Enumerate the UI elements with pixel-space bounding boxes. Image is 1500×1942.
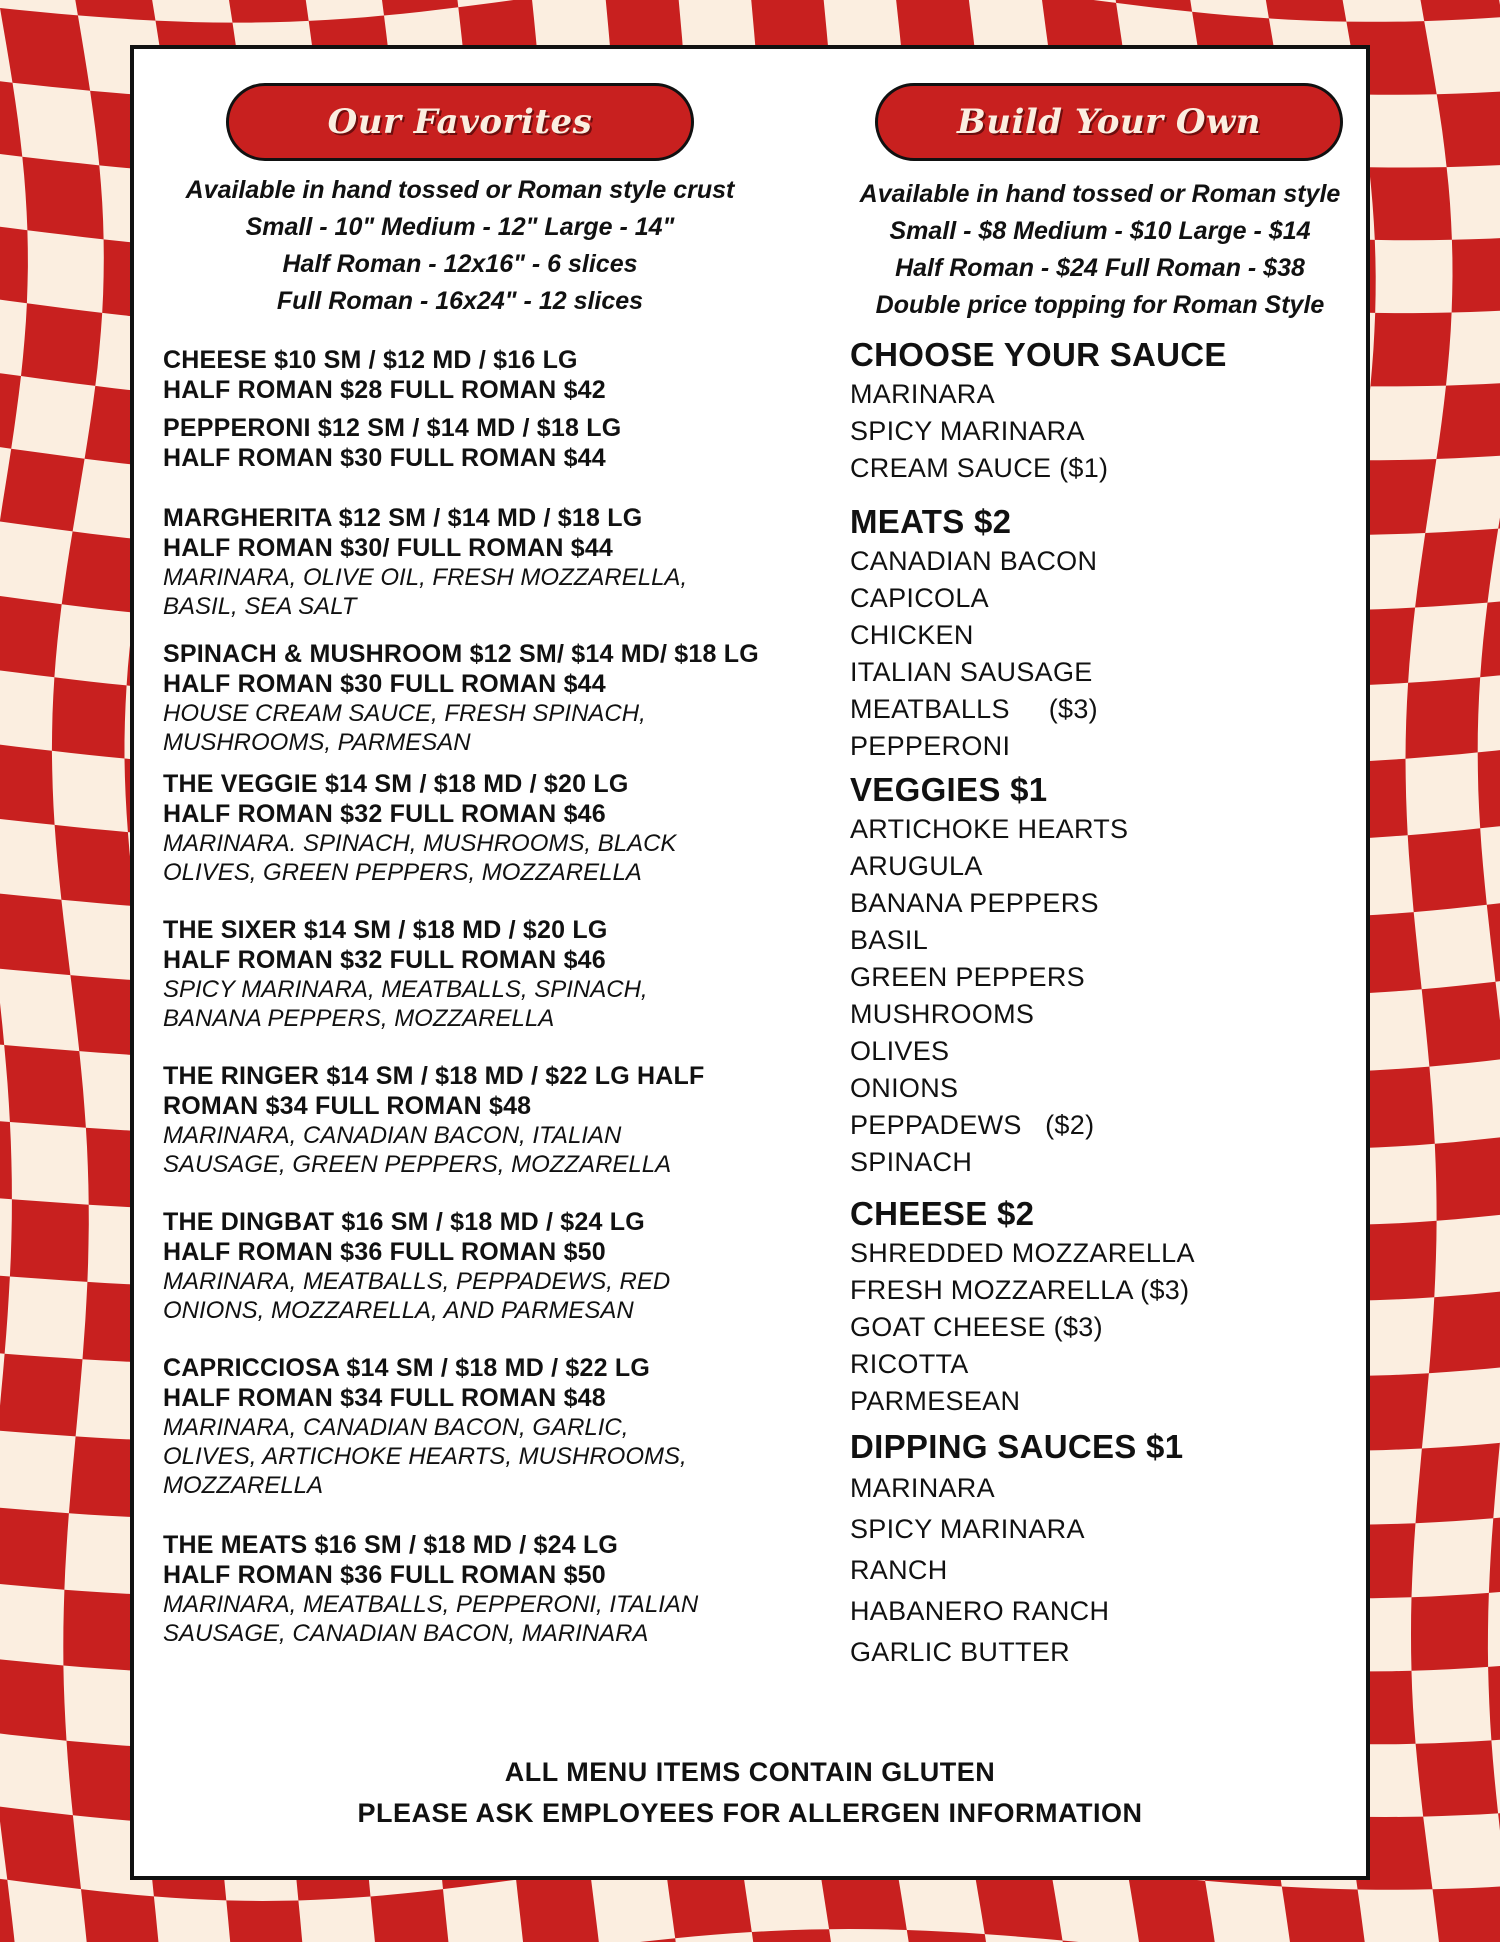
topping-option: PEPPADEWS ($2) (850, 1110, 1095, 1140)
topping-option: GREEN PEPPERS (850, 962, 1085, 992)
section-heading: MEATS $2 (850, 503, 1012, 540)
section-heading: DIPPING SAUCES $1 (850, 1428, 1184, 1465)
pizza-ingredients: MARINARA, CANADIAN BACON, GARLIC, (163, 1414, 629, 1441)
pizza-roman-price: HALF ROMAN $34 FULL ROMAN $48 (163, 1384, 606, 1412)
topping-section (850, 1426, 1330, 1673)
topping-option: SPICY MARINARA (850, 416, 1085, 446)
pizza-ingredients: OLIVES, GREEN PEPPERS, MOZZARELLA (163, 859, 642, 886)
pizza-roman-price: HALF ROMAN $28 FULL ROMAN $42 (163, 376, 606, 404)
pizza-ingredients: MARINARA, MEATBALLS, PEPPADEWS, RED (163, 1268, 671, 1295)
build-your-own-banner (875, 83, 1343, 161)
pizza-ingredients: HOUSE CREAM SAUCE, FRESH SPINACH, (163, 700, 646, 727)
pizza-item (163, 915, 783, 1033)
pizza-item (163, 639, 783, 757)
intro-line: Half Roman - $24 Full Roman - $38 (895, 254, 1305, 282)
topping-section (850, 334, 1330, 487)
topping-option: CANADIAN BACON (850, 546, 1098, 576)
topping-section (850, 1193, 1330, 1420)
build-your-own-title: Build Your Own (957, 102, 1261, 142)
our-favorites-title: Our Favorites (327, 102, 593, 142)
intro-line: Small - $8 Medium - $10 Large - $14 (889, 217, 1311, 245)
pizza-roman-price: HALF ROMAN $30 FULL ROMAN $44 (163, 444, 606, 472)
pizza-name-price: SPINACH & MUSHROOM $12 SM/ $14 MD/ $18 LG (163, 640, 759, 668)
topping-option: MUSHROOMS (850, 999, 1035, 1029)
topping-option: PEPPERONI (850, 731, 1011, 761)
pizza-name-price: THE MEATS $16 SM / $18 MD / $24 LG (163, 1531, 619, 1559)
pizza-item (163, 413, 783, 473)
intro-line: Available in hand tossed or Roman style (859, 180, 1341, 208)
pizza-ingredients: BANANA PEPPERS, MOZZARELLA (163, 1005, 555, 1032)
gluten-notice: ALL MENU ITEMS CONTAIN GLUTEN (504, 1757, 996, 1787)
pizza-ingredients: MARINARA, OLIVE OIL, FRESH MOZZARELLA, (163, 564, 688, 591)
topping-option: PARMESEAN (850, 1386, 1021, 1416)
section-heading: CHEESE $2 (850, 1195, 1035, 1232)
pizza-ingredients: MUSHROOMS, PARMESAN (163, 729, 471, 756)
intro-line: Available in hand tossed or Roman style crust (185, 176, 735, 204)
pizza-name-price: THE DINGBAT $16 SM / $18 MD / $24 LG (163, 1208, 645, 1236)
build-your-own-list (850, 334, 1330, 1673)
pizza-item (163, 503, 783, 621)
topping-section (850, 501, 1330, 765)
topping-option: SPINACH (850, 1147, 973, 1177)
pizza-name-price: MARGHERITA $12 SM / $14 MD / $18 LG (163, 504, 643, 532)
topping-option: HABANERO RANCH (850, 1596, 1110, 1626)
pizza-ingredients: MARINARA. SPINACH, MUSHROOMS, BLACK (163, 830, 677, 857)
topping-option: BASIL (850, 925, 929, 955)
pizza-item (163, 345, 783, 405)
pizza-ingredients: OLIVES, ARTICHOKE HEARTS, MUSHROOMS, (163, 1443, 687, 1470)
topping-option: BANANA PEPPERS (850, 888, 1099, 918)
topping-option: SHREDDED MOZZARELLA (850, 1238, 1195, 1268)
section-heading: CHOOSE YOUR SAUCE (850, 336, 1227, 373)
pizza-ingredients: MARINARA, CANADIAN BACON, ITALIAN (163, 1122, 622, 1149)
allergen-notice: PLEASE ASK EMPLOYEES FOR ALLERGEN INFORMATION (357, 1798, 1143, 1828)
pizza-roman-price: HALF ROMAN $36 FULL ROMAN $50 (163, 1561, 606, 1589)
pizza-name-price: CAPRICCIOSA $14 SM / $18 MD / $22 LG (163, 1354, 650, 1382)
topping-option: SPICY MARINARA (850, 1514, 1085, 1544)
section-heading: VEGGIES $1 (850, 771, 1048, 808)
intro-line: Half Roman - 12x16" - 6 slices (282, 250, 638, 278)
pizza-ingredients: SPICY MARINARA, MEATBALLS, SPINACH, (163, 976, 648, 1003)
pizza-item (163, 1207, 783, 1325)
pizza-item (163, 1530, 783, 1648)
topping-option: ARUGULA (850, 851, 983, 881)
pizza-ingredients: MARINARA, MEATBALLS, PEPPERONI, ITALIAN (163, 1591, 699, 1618)
pizza-ingredients: BASIL, SEA SALT (163, 593, 357, 620)
pizza-roman-price: HALF ROMAN $30/ FULL ROMAN $44 (163, 534, 614, 562)
favorites-intro (150, 172, 770, 320)
pizza-roman-price: HALF ROMAN $36 FULL ROMAN $50 (163, 1238, 606, 1266)
pizza-item (163, 1061, 783, 1179)
pizza-roman-price: HALF ROMAN $30 FULL ROMAN $44 (163, 670, 606, 698)
topping-section (850, 769, 1330, 1181)
pizza-ingredients: SAUSAGE, GREEN PEPPERS, MOZZARELLA (163, 1151, 672, 1178)
allergen-footer (130, 1752, 1370, 1834)
topping-option: RICOTTA (850, 1349, 969, 1379)
topping-option: ARTICHOKE HEARTS (850, 814, 1129, 844)
topping-option: CHICKEN (850, 620, 974, 650)
pizza-name-price: THE RINGER $14 SM / $18 MD / $22 LG HALF (163, 1062, 705, 1090)
intro-line: Full Roman - 16x24" - 12 slices (276, 287, 644, 315)
topping-option: CREAM SAUCE ($1) (850, 453, 1109, 483)
favorites-list (163, 345, 783, 1648)
build-intro (810, 176, 1390, 324)
pizza-ingredients: ONIONS, MOZZARELLA, AND PARMESAN (163, 1297, 634, 1324)
topping-option: GARLIC BUTTER (850, 1637, 1070, 1667)
topping-option: OLIVES (850, 1036, 950, 1066)
intro-line: Small - 10" Medium - 12" Large - 14" (245, 213, 675, 241)
pizza-roman-price: HALF ROMAN $32 FULL ROMAN $46 (163, 946, 606, 974)
topping-option: RANCH (850, 1555, 948, 1585)
pizza-roman-price: HALF ROMAN $32 FULL ROMAN $46 (163, 800, 606, 828)
pizza-name-price: PEPPERONI $12 SM / $14 MD / $18 LG (163, 414, 622, 442)
pizza-name-price: THE SIXER $14 SM / $18 MD / $20 LG (163, 916, 608, 944)
pizza-ingredients: SAUSAGE, CANADIAN BACON, MARINARA (163, 1620, 649, 1647)
topping-option: FRESH MOZZARELLA ($3) (850, 1275, 1190, 1305)
topping-option: ONIONS (850, 1073, 959, 1103)
topping-option: MEATBALLS ($3) (850, 694, 1098, 724)
pizza-item (163, 1353, 783, 1500)
intro-line: Double price topping for Roman Style (875, 291, 1325, 319)
pizza-name-price: CHEESE $10 SM / $12 MD / $16 LG (163, 346, 578, 374)
topping-option: CAPICOLA (850, 583, 989, 613)
topping-option: MARINARA (850, 1473, 995, 1503)
our-favorites-banner (226, 83, 694, 161)
pizza-item (163, 769, 783, 887)
pizza-name-price: THE VEGGIE $14 SM / $18 MD / $20 LG (163, 770, 629, 798)
topping-option: GOAT CHEESE ($3) (850, 1312, 1103, 1342)
pizza-ingredients: MOZZARELLA (163, 1472, 324, 1499)
topping-option: MARINARA (850, 379, 995, 409)
topping-option: ITALIAN SAUSAGE (850, 657, 1093, 687)
pizza-roman-price: ROMAN $34 FULL ROMAN $48 (163, 1092, 532, 1120)
